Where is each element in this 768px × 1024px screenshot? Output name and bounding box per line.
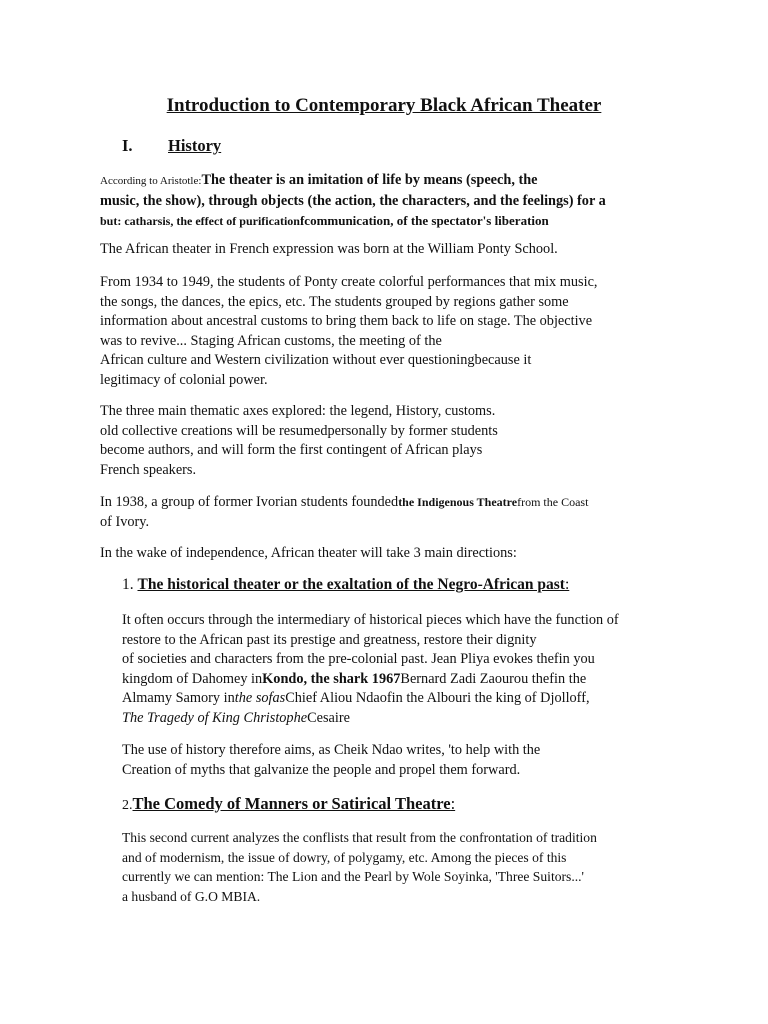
paragraph-three-directions: In the wake of independence, African theater will take 3 main directions: <box>100 545 517 561</box>
text-fragment: Bernard Zadi Zaourou thefin the <box>400 670 587 687</box>
subheading-colon: : <box>450 794 456 813</box>
text-fragment: Chief Aliou Ndaofin the Albouri the king of Djolloff, <box>285 690 590 707</box>
text-line: the songs, the dances, the epics, etc. The students grouped by regions gather some <box>100 293 569 310</box>
text-line: legitimacy of colonial power. <box>100 371 268 388</box>
text-line: and of modernism, the issue of dowry, of polygamy, etc. Among the pieces of this <box>122 849 567 865</box>
text-fragment: In 1938, a group of former Ivorian students founded <box>100 494 399 510</box>
subheading-comedy-of-manners <box>122 794 455 814</box>
subheading-historical-theater <box>122 576 569 594</box>
section-label: History <box>168 136 222 155</box>
text-fragment: kingdom of Dahomey in <box>122 670 263 687</box>
paragraph-thematic-axes <box>100 402 498 480</box>
text-line: Creation of myths that galvanize the people and propel them forward. <box>122 761 521 778</box>
indigenous-theatre-name: the Indigenous Theatre <box>398 495 518 509</box>
text-line: of societies and characters from the pre-colonial past. Jean Pliya evokes thefin you <box>122 651 595 668</box>
work-title-christophe: The Tragedy of King Christophe <box>122 709 308 726</box>
subheading-text: The historical theater or the exaltation of the Negro-African past <box>137 576 565 593</box>
subheading-number: 1. <box>122 576 138 593</box>
text-fragment: Almamy Samory in <box>122 690 235 707</box>
text-line: old collective creations will be resumedpersonally by former students <box>100 422 498 439</box>
text-line: The three main thematic axes explored: the legend, History, customs. <box>100 403 496 419</box>
subheading-colon: : <box>564 576 570 593</box>
aristotle-line-1: The theater is an imitation of life by means (speech, the <box>201 172 538 188</box>
text-line: a husband of G.O MBIA. <box>122 888 261 904</box>
paragraph-second-current <box>122 828 597 906</box>
paragraph-use-of-history <box>122 741 540 780</box>
text-line: currently we can mention: The Lion and the Pearl by Wole Soyinka, 'Three Suitors...' <box>122 869 584 885</box>
text-fragment: from the Coast <box>517 495 589 509</box>
document-title: Introduction to Contemporary Black African Theater <box>166 95 602 116</box>
text-line: information about ancestral customs to bring them back to life on stage. The objective <box>100 313 593 330</box>
section-number: I. <box>122 136 133 155</box>
paragraph-ponty-students <box>100 273 598 391</box>
aristotle-line-3a: but: catharsis, the effect of purification <box>100 214 300 229</box>
subheading-text: The Comedy of Manners or Satirical Theatre <box>132 794 451 813</box>
aristotle-line-3b: fcommunication, of the spectator's liberation <box>299 213 549 229</box>
section-heading-history <box>122 136 239 156</box>
paragraph-historical-pieces <box>122 611 619 729</box>
aristotle-definition <box>100 171 606 232</box>
paragraph-indigenous-theatre <box>100 493 588 532</box>
text-line: restore to the African past its prestige and greatness, restore their dignity <box>122 631 537 648</box>
text-line: It often occurs through the intermediary of historical pieces which have the function of <box>122 612 619 628</box>
text-line: was to revive... Staging African customs, the meeting of the <box>100 332 442 349</box>
text-line: African culture and Western civilization without ever questioningbecause it <box>100 352 532 369</box>
text-line: of Ivory. <box>100 513 150 530</box>
paragraph-ponty-school: The African theater in French expression was born at the William Ponty School. <box>100 241 558 257</box>
text-line: become authors, and will form the first contingent of African plays <box>100 442 483 459</box>
text-line: French speakers. <box>100 461 197 478</box>
text-fragment: Cesaire <box>307 709 350 726</box>
work-title-sofas: the sofas <box>234 690 286 707</box>
text-line: The use of history therefore aims, as Cheik Ndao writes, 'to help with the <box>122 742 541 758</box>
aristotle-prefix: According to Aristotle: <box>100 175 202 187</box>
subheading-number: 2. <box>122 798 133 813</box>
text-line: From 1934 to 1949, the students of Ponty create colorful performances that mix music, <box>100 274 598 290</box>
work-title-kondo: Kondo, the shark 1967 <box>262 670 401 687</box>
text-line: This second current analyzes the conflists that result from the confrontation of tradition <box>122 830 597 845</box>
aristotle-line-2: music, the show), through objects (the action, the characters, and the feelings) for a <box>100 192 606 209</box>
